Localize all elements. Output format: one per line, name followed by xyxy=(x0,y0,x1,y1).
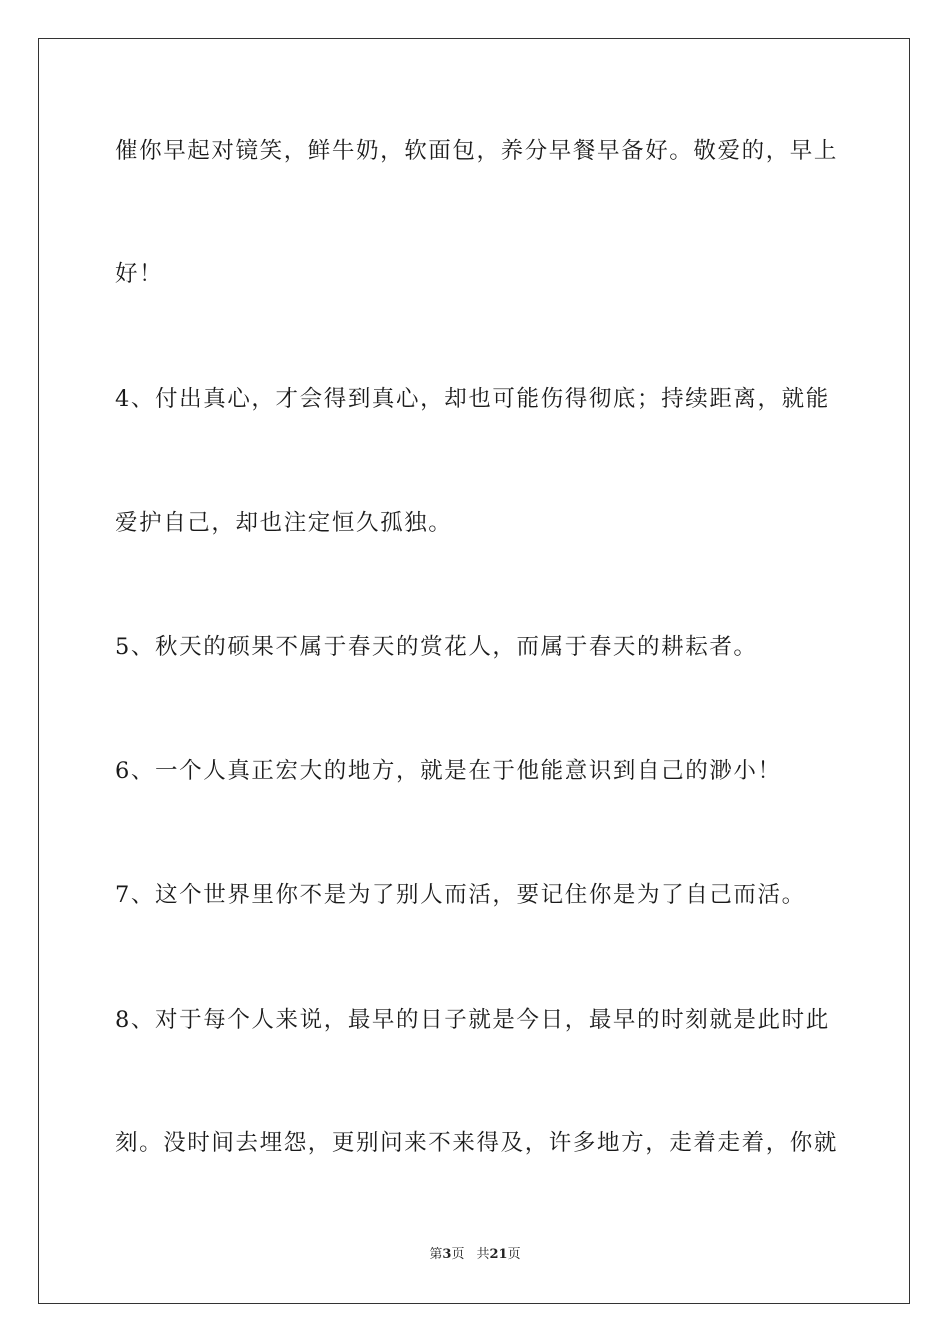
total-label-prefix: 共 xyxy=(476,1247,490,1262)
body-line-7: 7、这个世界里你不是为了别人而活，要记住你是为了自己而活。 xyxy=(115,882,806,908)
body-line-6: 6、一个人真正宏大的地方，就是在于他能意识到自己的渺小！ xyxy=(115,758,782,784)
body-line-9: 刻。没时间去埋怨，更别问来不来得及，许多地方，走着走着，你就 xyxy=(115,1130,839,1156)
page-footer xyxy=(0,1246,950,1264)
total-pages: 21 xyxy=(489,1247,508,1262)
page-label-prefix: 第 xyxy=(429,1247,443,1262)
page-number: 3 xyxy=(442,1247,452,1262)
body-line-2: 好！ xyxy=(115,261,164,287)
body-line-8: 8、对于每个人来说，最早的日子就是今日，最早的时刻就是此时此 xyxy=(115,1007,830,1033)
page-border xyxy=(38,38,910,1304)
page-label-suffix: 页 xyxy=(451,1247,465,1262)
body-line-3: 4、付出真心，才会得到真心，却也可能伤得彻底；持续距离，就能 xyxy=(115,386,830,412)
body-line-4: 爱护自己，却也注定恒久孤独。 xyxy=(115,510,453,536)
total-label-suffix: 页 xyxy=(507,1247,521,1262)
body-line-5: 5、秋天的硕果不属于春天的赏花人，而属于春天的耕耘者。 xyxy=(115,634,758,660)
body-line-1: 催你早起对镜笑，鲜牛奶，软面包，养分早餐早备好。敬爱的，早上 xyxy=(115,138,839,164)
